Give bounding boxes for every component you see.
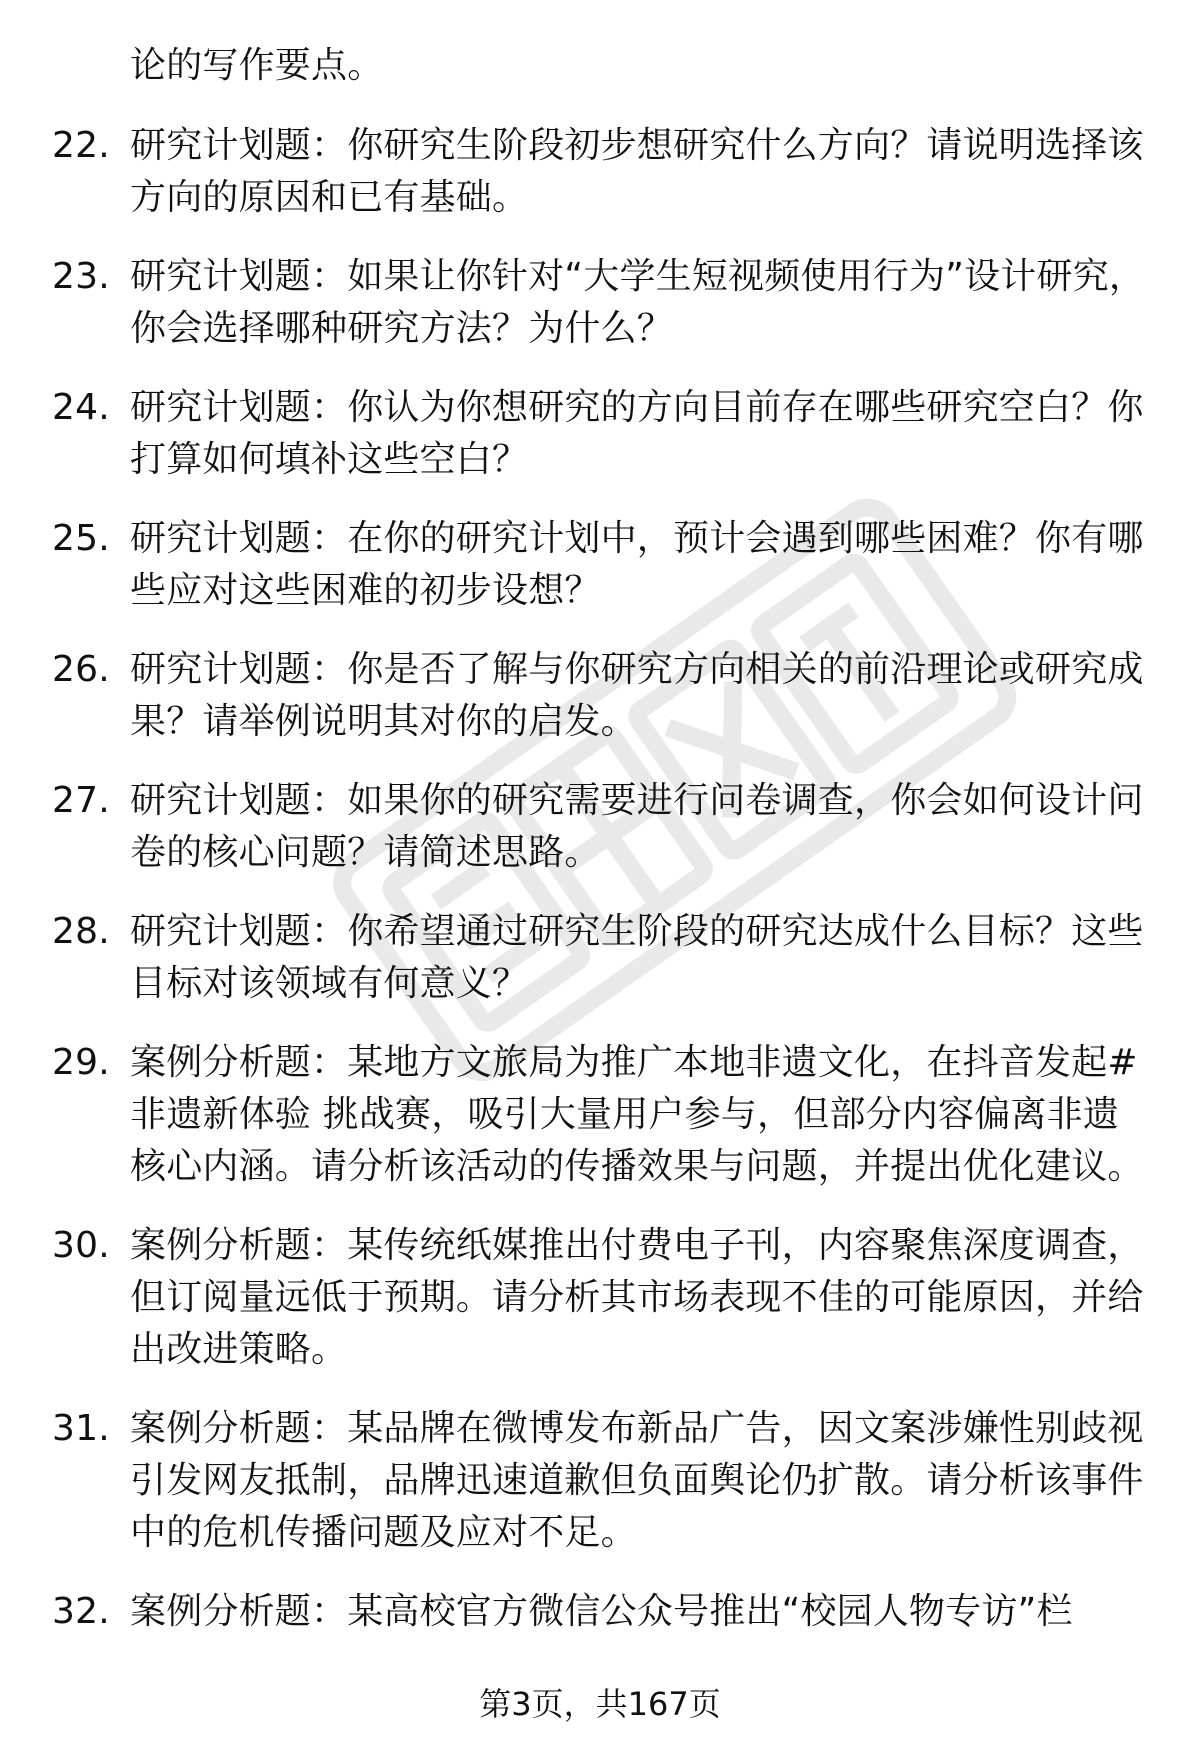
item-text: 案例分析题：某品牌在微博发布新品广告，因文案涉嫌性别歧视引发网友抵制，品牌迅速道歉但负面舆论仍扩散。请分析该事件中的危机传播问题及应对不足。: [130, 1408, 1144, 1553]
item-text: 研究计划题：你认为你想研究的方向目前存在哪些研究空白？你打算如何填补这些空白？: [130, 387, 1144, 480]
list-item: [52, 1220, 1152, 1376]
item-number: 24.: [52, 387, 110, 428]
item-number: 32.: [52, 1591, 110, 1632]
item-text: 研究计划题：你是否了解与你研究方向相关的前沿理论或研究成果？请举例说明其对你的启发。: [130, 649, 1144, 742]
list-item: [52, 906, 1152, 1010]
page-footer: 第3页，共167页: [479, 1685, 721, 1723]
item-number: 27.: [52, 780, 110, 821]
continuation-text: 论的写作要点。: [130, 45, 384, 86]
item-number: 30.: [52, 1225, 110, 1266]
list-item: [52, 644, 1152, 748]
list-item: [52, 513, 1152, 617]
list-item: [52, 120, 1152, 224]
item-number: 25.: [52, 518, 110, 559]
item-number: 23.: [52, 256, 110, 297]
item-number: 26.: [52, 649, 110, 690]
item-text: 研究计划题：你研究生阶段初步想研究什么方向？请说明选择该方向的原因和已有基础。: [130, 125, 1144, 218]
list-item: [52, 382, 1152, 486]
list-item: [52, 775, 1152, 879]
item-number: 22.: [52, 125, 110, 166]
list-item: [52, 1403, 1152, 1559]
item-text: 案例分析题：某传统纸媒推出付费电子刊，内容聚焦深度调查，但订阅量远低于预期。请分析其市场表现不佳的可能原因，并给出改进策略。: [130, 1225, 1144, 1370]
list-item: [52, 1037, 1152, 1193]
list-item: [52, 251, 1152, 355]
item-text: 研究计划题：你希望通过研究生阶段的研究达成什么目标？这些目标对该领域有何意义？: [130, 911, 1144, 1004]
list-item: [52, 1586, 1152, 1638]
item-text: 案例分析题：某地方文旅局为推广本地非遗文化，在抖音发起#非遗新体验 挑战赛，吸引大量用户参与，但部分内容偏离非遗核心内涵。请分析该活动的传播效果与问题，并提出优化建议。: [130, 1042, 1144, 1187]
item-number: 28.: [52, 911, 110, 952]
item-text: 研究计划题：在你的研究计划中，预计会遇到哪些困难？你有哪些应对这些困难的初步设想？: [130, 518, 1144, 611]
item-text: 研究计划题：如果你的研究需要进行问卷调查，你会如何设计问卷的核心问题？请简述思路。: [130, 780, 1144, 873]
item-number: 31.: [52, 1408, 110, 1449]
item-text: 研究计划题：如果让你针对“大学生短视频使用行为”设计研究，你会选择哪种研究方法？为什么？: [130, 256, 1146, 349]
document-body: [52, 40, 1152, 1665]
item-text: 案例分析题：某高校官方微信公众号推出“校园人物专访”栏: [130, 1591, 1073, 1632]
item-number: 29.: [52, 1042, 110, 1083]
